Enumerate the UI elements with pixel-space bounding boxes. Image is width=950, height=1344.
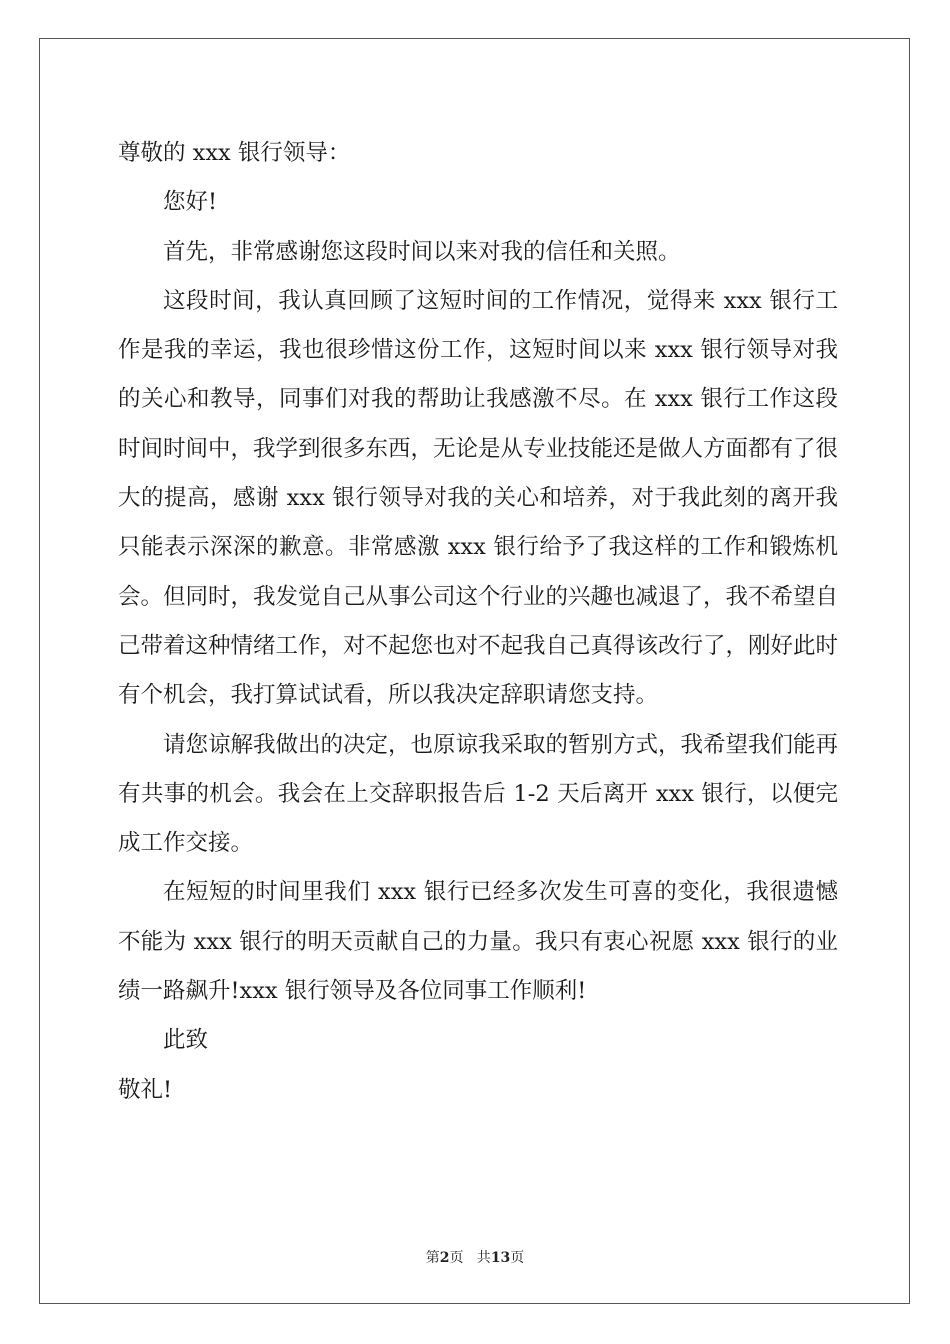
salutation: 尊敬的 xxx 银行领导： [118,140,351,166]
page-total: 13 [490,1250,511,1266]
page-mid: 页 共 [449,1250,491,1266]
page-prefix: 第 [425,1250,440,1266]
page-footer [0,1247,950,1267]
paragraph-3: 请您谅解我做出的决定，也原谅我采取的暂别方式，我希望我们能再有共事的机会。我会在上交辞职报告后 1-2 天后离开 xxx 银行，以便完成工作交接。 [118,731,839,857]
paragraph-1: 首先，非常感谢您这段时间以来对我的信任和关照。 [163,238,681,265]
closing: 此致 [163,1027,209,1054]
paragraph-2: 这段时间，我认真回顾了这短时间的工作情况，觉得来 xxx 银行工作是我的幸运，我也很珍惜这份工作，这短时间以来 xxx 银行领导对我的关心和教导，同事们对我的帮助让我感激不尽。在 xxx 银行工作这段时间时间中，我学到很多东西，无论是从专业技能还是做人方面都有了很大的提高，感谢 xxx 银行领导对我的关心和培养，对于我此刻的离开我只能表示深深的歉意。非常感激 xxx 银行给予了我这样的工作和锻炼机会。但同时，我发觉自己从事公司这个行业的兴趣也减退了，我不希望自己带着这种情绪工作，对不起您也对不起我自己真得该改行了，刚好此时有个机会，我打算试试看，所以我决定辞职请您支持。 [118,287,839,709]
greeting: 您好! [163,189,218,216]
regards: 敬礼! [118,1076,173,1103]
letter-body [118,129,838,1115]
page-current: 2 [439,1250,450,1266]
page-suffix: 页 [510,1250,525,1266]
paragraph-4: 在短短的时间里我们 xxx 银行已经多次发生可喜的变化，我很遗憾不能为 xxx 银行的明天贡献自己的力量。我只有衷心祝愿 xxx 银行的业绩一路飙升!xxx 银行领导及各位同事工作顺利! [118,879,838,1005]
